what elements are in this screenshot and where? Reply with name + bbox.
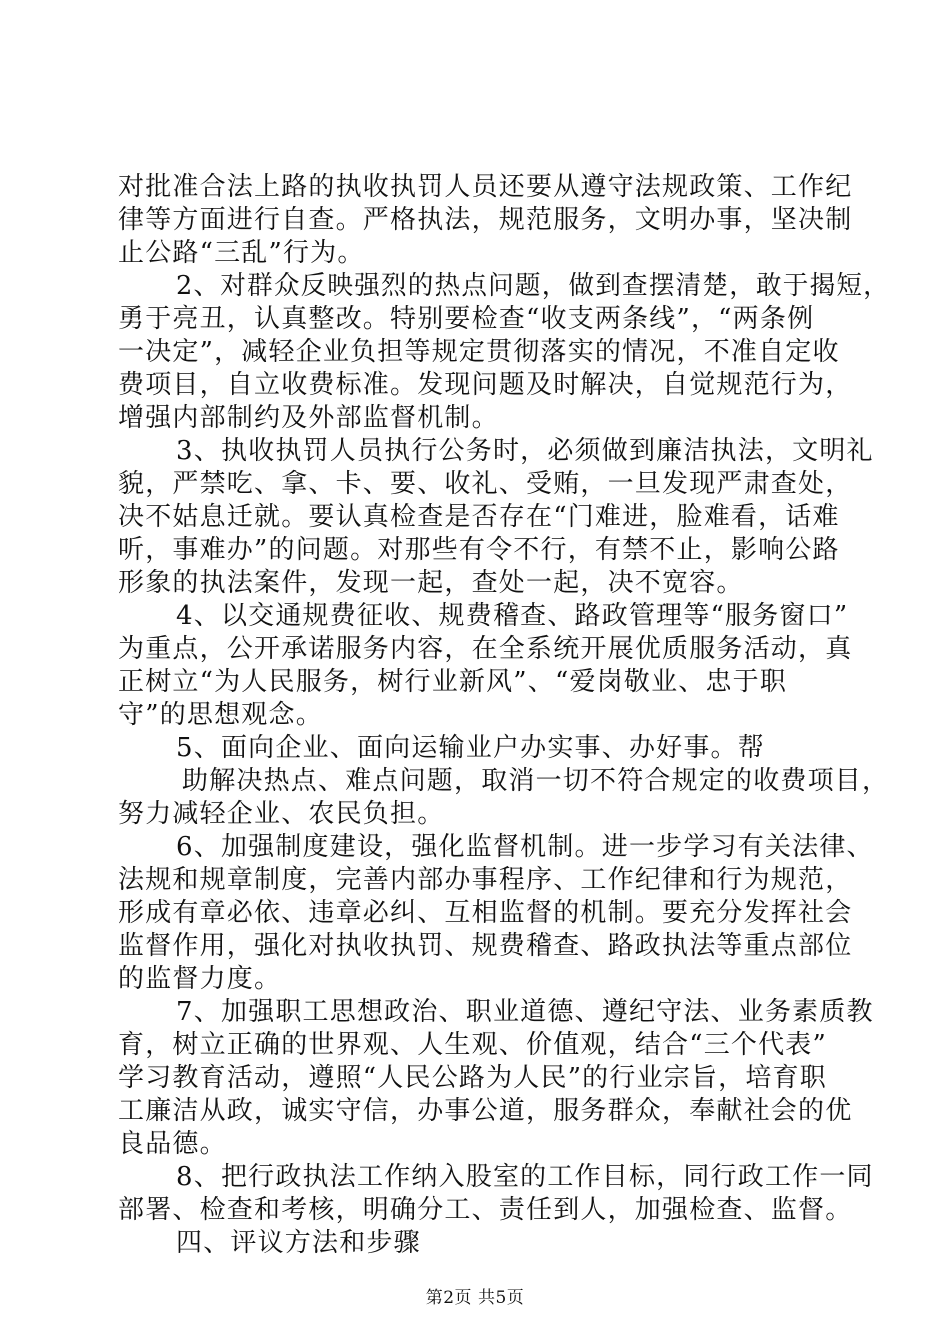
- page-number: 第2页 共5页: [425, 1288, 525, 1308]
- text-line: 止公路“三乱”行为。: [118, 238, 365, 268]
- text-line: 四、评议方法和步骤: [176, 1228, 421, 1258]
- text-line: 费项目，自立收费标准。发现问题及时解决，自觉规范行为，: [118, 370, 853, 400]
- text-line: 勇于亮丑，认真整改。特别要检查“收支两条线”，“两条例: [118, 304, 815, 334]
- text-line: 听，事难办”的问题。对那些有令不行，有禁不止，影响公路: [118, 535, 840, 565]
- text-line: 育，树立正确的世界观、人生观、价值观，结合“三个代表”: [118, 1030, 827, 1060]
- text-line: 工廉洁从政，诚实守信，办事公道，服务群众，奉献社会的优: [118, 1096, 853, 1126]
- text-line: 6、加强制度建设，强化监督机制。进一步学习有关法律、: [176, 832, 874, 862]
- text-line: 助解决热点、难点问题，取消一切不符合规定的收费项目，: [182, 766, 890, 796]
- text-line: 法规和规章制度，完善内部办事程序、工作纪律和行为规范，: [118, 865, 853, 895]
- text-line: 正树立“为人民服务，树行业新风”、“爱岗敬业、忠于职: [118, 667, 788, 697]
- text-line: 形象的执法案件，发现一起，查处一起，决不宽容。: [118, 568, 744, 598]
- text-line: 貌，严禁吃、拿、卡、要、收礼、受贿，一旦发现严肃查处，: [118, 469, 853, 499]
- text-line: 部署、检查和考核，明确分工、责任到人，加强检查、监督。: [118, 1195, 853, 1225]
- text-line: 守”的思想观念。: [118, 700, 323, 730]
- text-line: 努力减轻企业、农民负担。: [118, 799, 445, 829]
- text-line: 3、执收执罚人员执行公务时，必须做到廉洁执法，文明礼: [176, 436, 874, 466]
- text-line: 为重点，公开承诺服务内容，在全系统开展优质服务活动，真: [118, 634, 853, 664]
- text-line: 一决定”，减轻企业负担等规定贯彻落实的情况，不准自定收: [118, 337, 840, 367]
- text-line: 形成有章必依、违章必纠、互相监督的机制。要充分发挥社会: [118, 898, 853, 928]
- text-line: 良品德。: [118, 1129, 227, 1159]
- text-line: 的监督力度。: [118, 964, 282, 994]
- text-line: 4、以交通规费征收、规费稽查、路政管理等“服务窗口”: [176, 601, 849, 631]
- text-line: 律等方面进行自查。严格执法，规范服务，文明办事，坚决制: [118, 205, 853, 235]
- text-line: 对批准合法上路的执收执罚人员还要从遵守法规政策、工作纪: [118, 172, 853, 202]
- text-line: 增强内部制约及外部监督机制。: [118, 403, 499, 433]
- text-line: 学习教育活动，遵照“人民公路为人民”的行业宗旨，培育职: [118, 1063, 827, 1093]
- text-line: 5、面向企业、面向运输业户办实事、办好事。帮: [176, 733, 765, 763]
- text-line: 7、加强职工思想政治、职业道德、遵纪守法、业务素质教: [176, 997, 874, 1027]
- text-line: 决不姑息迁就。要认真检查是否存在“门难进，脸难看，话难: [118, 502, 840, 532]
- text-line: 2、对群众反映强烈的热点问题，做到查摆清楚，敢于揭短，: [176, 271, 890, 301]
- text-line: 监督作用，强化对执收执罚、规费稽查、路政执法等重点部位: [118, 931, 853, 961]
- text-line: 8、把行政执法工作纳入股室的工作目标，同行政工作一同: [176, 1162, 874, 1192]
